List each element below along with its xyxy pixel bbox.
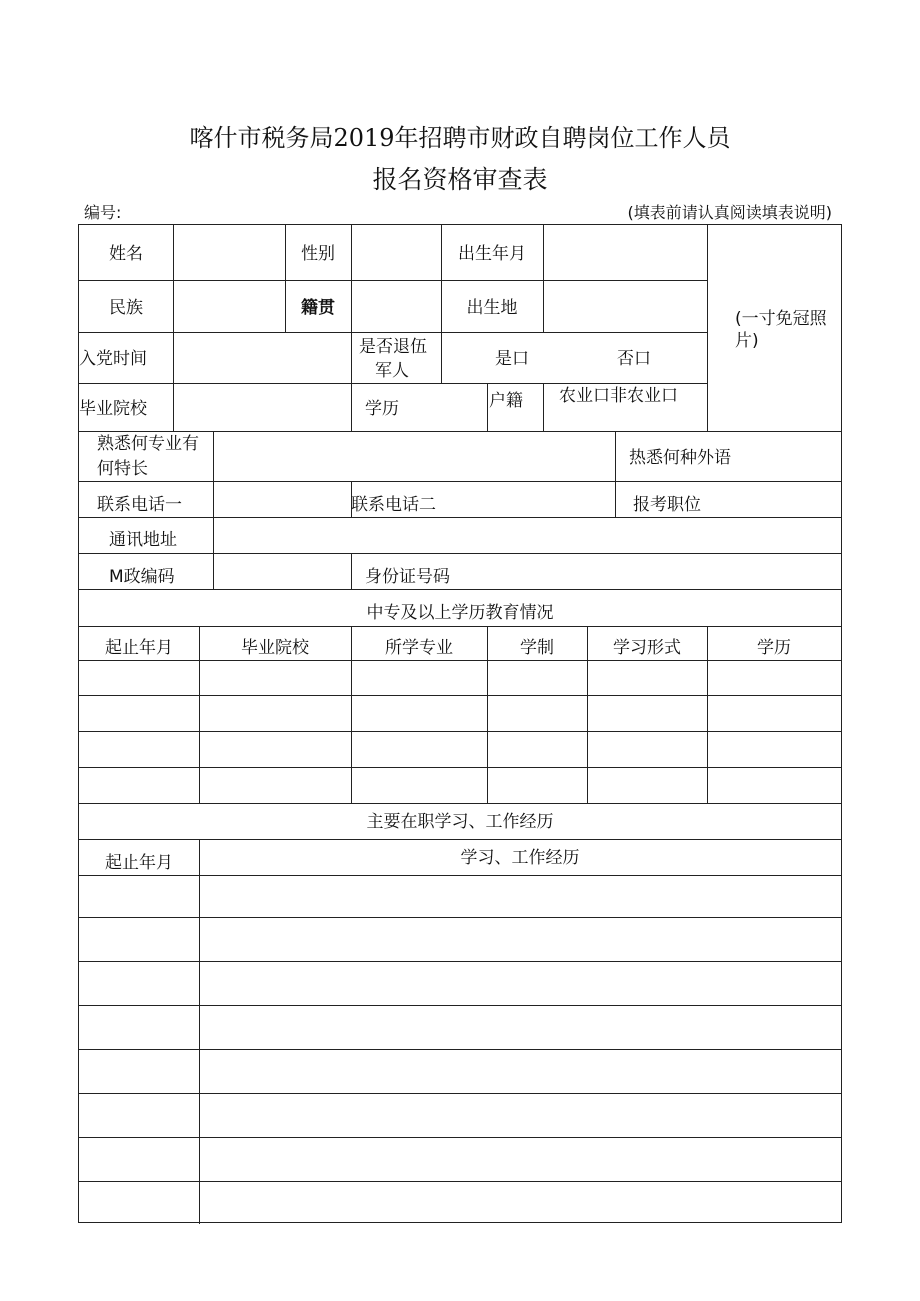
col-divider [213,431,214,517]
col-divider [615,431,616,517]
label-foreign-language: 热悉何种外语 [629,448,731,468]
col-divider [487,626,488,803]
row-divider [79,431,841,432]
row-divider [79,875,841,876]
label-hukou: 户籍 [489,391,523,411]
row-divider [79,481,841,482]
col-divider [441,225,442,332]
label-name: 姓名 [109,244,143,264]
col-divider [351,626,352,803]
label-graduation-school: 毕业院校 [79,399,147,419]
col-divider [199,626,200,803]
label-id-number: 身份证号码 [365,567,450,587]
education-section-title: 中专及以上学历教育情况 [366,603,554,623]
label-degree: 学历 [365,399,399,419]
label-gender: 性别 [301,244,335,264]
label-specialty-line-1: 熟悉何专业有 [97,434,199,454]
row-divider [79,1181,841,1182]
instruction-note: (填表前请认真阅读填表说明) [627,203,832,222]
label-postal-code: M政编码 [109,567,175,587]
hukou-options[interactable]: 农业口非农业口 [559,386,678,406]
label-birth-date: 出生年月 [458,244,526,264]
edu-header-school: 毕业院校 [241,638,309,658]
label-ethnicity: 民族 [109,298,143,318]
label-applied-position: 报考职位 [633,495,701,515]
col-divider [707,626,708,803]
row-divider [79,517,841,518]
row-divider [79,660,841,661]
label-veteran-line-2: 军人 [375,361,409,381]
label-phone-2: 联系电话二 [351,495,436,515]
row-divider [79,961,841,962]
edu-header-duration: 学制 [520,638,554,658]
edu-header-major: 所学专业 [385,638,453,658]
row-divider [79,553,841,554]
col-divider [173,225,174,332]
edu-header-study-mode: 学习形式 [613,638,681,658]
row-divider [79,1093,841,1094]
form-title-line-2: 报名资格审查表 [372,165,548,194]
row-divider [79,917,841,918]
row-divider [79,589,841,590]
col-divider [487,383,488,431]
col-divider [441,332,442,383]
col-divider [351,225,352,332]
col-divider [213,517,214,589]
work-header-period: 起止年月 [105,853,173,873]
col-divider [351,553,352,589]
row-divider [79,1049,841,1050]
col-divider [199,839,200,1224]
col-divider [543,383,544,431]
label-native-place: 籍贯 [301,298,335,318]
row-divider [79,767,841,768]
col-divider [543,225,544,332]
col-divider [587,626,588,803]
edu-header-degree: 学历 [757,638,791,658]
row-divider [79,803,841,804]
work-section-title: 主要在职学习、工作经历 [366,812,554,832]
row-divider [79,839,841,840]
col-divider [351,332,352,431]
col-divider [285,225,286,332]
checkbox-yes[interactable]: 是口 [495,349,529,369]
registration-form-table [78,224,842,1223]
label-party-join-date: 入党时间 [79,349,147,369]
edu-header-period: 起止年月 [105,638,173,658]
serial-number-label: 编号: [84,203,122,222]
work-header-history: 学习、工作经历 [460,848,580,868]
row-divider [79,626,841,627]
label-photo: (一寸免冠照片) [735,309,827,351]
row-divider [79,1137,841,1138]
row-divider [79,695,841,696]
label-veteran-line-1: 是否退伍 [359,337,427,357]
label-specialty-line-2: 何特长 [97,459,148,479]
row-divider [79,1005,841,1006]
label-birthplace: 出生地 [466,298,518,318]
row-divider [79,731,841,732]
checkbox-no[interactable]: 否口 [617,349,651,369]
form-title-line-1: 喀什市税务局2019年招聘市财政自聘岗位工作人员 [189,124,731,152]
label-mailing-address: 通讯地址 [109,530,177,550]
photo-divider [707,225,708,431]
col-divider [173,332,174,431]
label-phone-1: 联系电话一 [97,495,182,515]
